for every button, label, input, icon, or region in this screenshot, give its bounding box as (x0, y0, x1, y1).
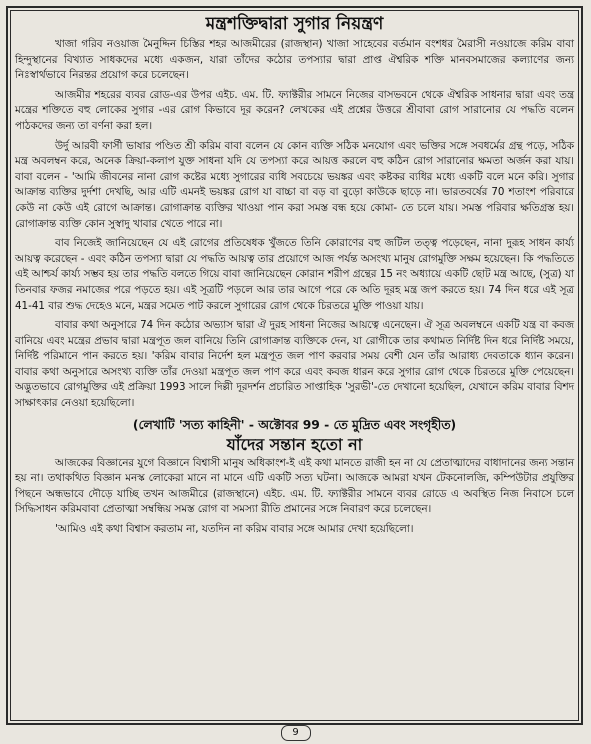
article-paragraph: 'আমিও এই কথা বিশ্বাস করতাম না, যতদিন না করিম বাবার সঙ্গে আমার দেখা হয়েছিলো। (55, 523, 414, 536)
article-title: মন্ত্রশক্তিদ্বারা সুগার নিয়ন্ত্রণ (205, 14, 384, 34)
source-caption: (লেখাটি 'সত্য কাহিনী' - অক্টোবর 99 - তে মুদ্রিত এবং সংগৃহীত) (132, 417, 457, 432)
article-paragraph: আজকের বিজ্ঞানের যুগে বিজ্ঞানে বিশ্বাসী মানুষ অধিকাংশ-ই এই কথা মানতে রাজী হন না যে প্রেতাত্মাদের বাধাদানের জন্য সন্তান হয় না। তথাকথিত বিজ্ঞান মনস্ক লোকেরা মানে না মানে এটি একটি সত্য ঘটনা। আজকে আমরা যখন টেকনোলজি, কম্পিউটার প্রযুক্তির পিছনে অন্ধভাবে দৌড়ে যাচ্ছি তখন আজমীরে (রাজস্থানে) এইচ. এম. টি. ফ্যাক্টরীর সামনে ব্যবর রোডে এ অবস্থিত নিজ নিবাসে চলে সিদ্ধিসাধন করিমবাবা প্রেতাত্মা সম্বন্ধিয় সমস্ত রোগ বা সমস্যা রীতি প্রমানের সঙ্গে নিবারণ করে চলেছেন। (15, 456, 574, 516)
page-number: 9 (281, 725, 311, 741)
article-paragraph: বাবার কথা অনুসারে 74 দিন কঠোর অভ্যাস দ্বারা ঐ দুরহ সাধনা নিজের আয়ত্বে এনেছেন। ঐ সূত্র অবলম্বনে একটি যন্ত্র বা কবজ বানিয়ে এবং মন্ত্রের প্রভাব দ্বারা মন্ত্রপূত জল বানিয়ে তিনি রোগাক্রান্ত ব্যক্তিকে দেন, যা রোগীকে তার কথামত নির্দিষ্ট দিন ধরে নির্দিষ্ট সময়ে, নির্দিষ্ট পরিমানে পান করতে হয়। 'করিম বাবার নির্দেশ হল মন্ত্রপূত জল পাণ করবার সময় বেশী যেন তাঁর আরাধ্য দেবতাকে ধ্যান করেন। বাবার কথা অনুসারে অসংখ্য ব্যক্তি তাঁর দেওয়া মন্ত্রপূত জল পাণ করে এবং কবজ ধারন করে সুগার রোগ থেকে চিরতরে মুক্তি পেয়েছেন। অদ্ভুতভাবে রোগমুক্তির এই প্রক্রিয়া 1993 সালে দিল্লী দূরদর্শন প্রচারিত সাপ্তাহিক 'সুরভী'-তে দেখানো হয়েছিল, যেখানে করিম বাবার বিশদ সাক্ষাৎকার নেওয়া হয়েছিলো। (15, 319, 574, 410)
article-paragraph: বাব নিজেই জানিয়েছেন যে এই রোগের প্রতিষেধক খুঁজতে তিনি কোরাণের বহু জটিল তত্ত্ব পড়েছেন, নানা দুরূহ সাধন কার্য্য আয়ত্ব করেছেন - এবং কঠিন তপস্যা দ্বারা যে পদ্ধতি আয়ত্ব তার প্রয়োগে আজ পর্যন্ত অসংখ্য মানুষ রোগমুক্তি সক্ষম হয়েছেন। কি পদ্ধতিতে এই আশ্চর্য কার্য্য সম্ভব হয় তার পদ্ধতি বলতে গিয়ে বাবা জানিয়েছেন কোরান শরীপ গ্রন্থের 15 নং অধ্যায়ে একটি ছোট মন্ত্র আছে, (সুত্র) যা তিনবার ফজর নমাজের পরে পড়তে হয়। এই সূত্রটি পড়লে আর তার আগে পরে কে অতি দূরহ মন্ত্র জপ করতে হয়। 74 দিন ধরে এই সূত্র 41-41 বার শুদ্ধ দেহেও মনে, মন্ত্রর সমেত পাট করলে সুগারের রোগ থেকে চিরতরে মুক্তি পাওয়া যায়। (15, 237, 574, 312)
article-paragraph: উর্দু আরবী ফার্সী ভাষার পণ্ডিত শ্রী করিম বাবা বলেন যে কোন ব্যক্তি সঠিক মনযোগ এবং ভক্তির সঙ্গে সবধর্মের গ্রন্থ পড়ে, সঠিক মন্ত্র অবলম্বন করে, অনেক ক্রিয়া-কলাপ যুক্ত সাধনা যদি যে তপস্যা করে আয়ত্ত করলে বহু কঠিন রোগ সারানোর ক্ষমতা অর্জন করা যায়। বাবা বলেন - 'আমি জীবনের নানা রোগ কষ্টের মধ্যে সুগারের ব্যধি সবচেয়ে ভয়ঙ্কর এবং কষ্টকর ব্যধির মধ্যে একটি বলে মনে করি। সুগার আক্রান্ত ব্যক্তির দুর্দশা দেখছি, আর এটি এমনই ভয়ঙ্কর রোগ যা বাচ্চা বা বড় বা বুড়ো কাউকে ছাড়ে না। ভারতবর্ষের 70 শতাংশ পরিবারে কেউ না কেউ এই রোগে আক্রান্ত। রোগাক্রান্ত ব্যক্তির খাওয়া পান করা সমস্ত বন্ধ হয়ে কোমা- তে চলে যায়। সমস্ত পরিবার ক্ষতিগ্রস্ত হয়। রোগাক্রান্ত ব্যক্তি কোন সুস্বাদু খাবার খেতে পারে না। (15, 139, 574, 230)
second-article-title: যাঁদের সন্তান হতো না (226, 434, 363, 454)
article-paragraph: খাজা গরিব নওয়াজ মৈনুদ্দিন চিস্তির শহর আজমীরের (রাজস্থান) খাজা সাহেবের বর্তমান বংশধর মৈরাসী নওয়াজে করিম বাবা হিন্দুস্থানের বিখ্যাত সাধকদের মধ্যে একজন, যারা তাঁদের কঠোর তপস্যার দ্বারা প্রাপ্ত ঐশ্বরিক শক্তি মানবসমাজের কল্যাণের জন্য নিঃস্বার্থভাবে নিরন্তর প্রয়োগ করে চলেছেন। (15, 38, 574, 82)
article-paragraph: আজমীর শহরের ব্যবর রোড-এর উপর এইচ. এম. টি. ফ্যাক্টরীর সামনে নিজের বাসভবনে থেকে ঐশ্বরিক সাধনার দ্বারা এবং তন্ত্র মন্ত্রের শক্তিতে বহু লোকের সুগার -এর রোগ কিভাবে দূর করেন? লেখকের এই প্রশ্নের উত্তরে শ্রীবাবা রোগ সারানোর যে পদ্ধতি বলেন পাঠকদের জন্য তা বর্ণনা করা হল। (15, 88, 574, 132)
article-frame (6, 6, 583, 725)
